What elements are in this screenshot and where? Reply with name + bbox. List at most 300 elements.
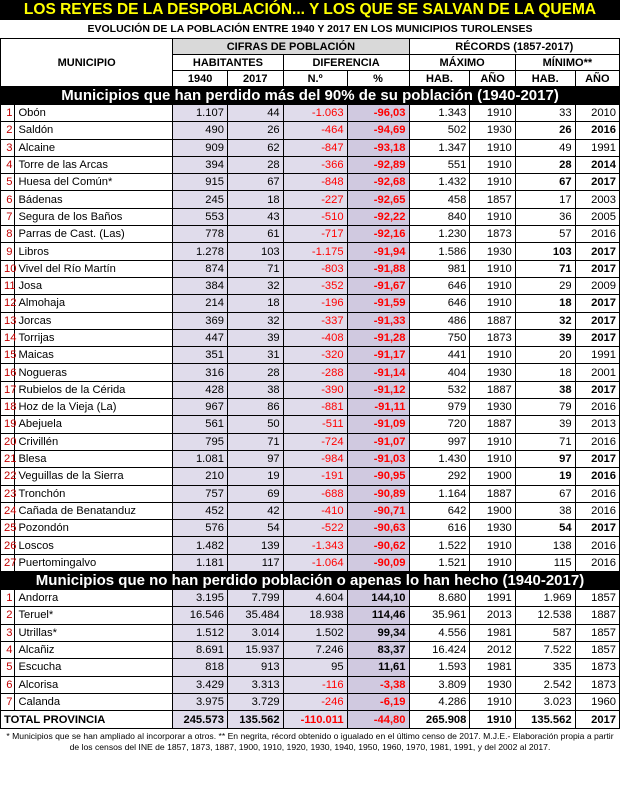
table-row [1, 277, 620, 294]
loser-min-hab: 71 [515, 433, 575, 450]
winner-percent: 114,46 [347, 607, 409, 624]
subtitle: EVOLUCIÓN DE LA POBLACIÓN ENTRE 1940 Y 2017 EN LOS MUNICIPIOS TUROLENSES [0, 20, 620, 38]
loser-municipio: Torrijas [15, 329, 173, 346]
loser-rank: 27 [1, 554, 15, 571]
loser-rank: 24 [1, 502, 15, 519]
loser-rank: 7 [1, 208, 15, 225]
loser-max-hab: 642 [409, 502, 470, 519]
winner-max-year: 1981 [470, 624, 515, 641]
loser-percent: -91,11 [347, 399, 409, 416]
loser-pop-1940: 915 [173, 174, 228, 191]
loser-pop-2017: 139 [227, 537, 283, 554]
winner-max-hab: 1.593 [409, 659, 470, 676]
loser-difference: -511 [283, 416, 347, 433]
table-row [1, 226, 620, 243]
loser-percent: -92,16 [347, 226, 409, 243]
loser-pop-1940: 214 [173, 295, 228, 312]
loser-pop-1940: 316 [173, 364, 228, 381]
loser-rank: 23 [1, 485, 15, 502]
loser-min-year: 2017 [575, 295, 619, 312]
table-row [1, 329, 620, 346]
loser-difference: -1.064 [283, 554, 347, 571]
winner-difference: -246 [283, 693, 347, 710]
loser-percent: -91,17 [347, 347, 409, 364]
loser-min-hab: 33 [515, 105, 575, 122]
loser-min-year: 2017 [575, 260, 619, 277]
loser-difference: -724 [283, 433, 347, 450]
loser-max-year: 1887 [470, 416, 515, 433]
table-row [1, 659, 620, 676]
loser-min-year: 2017 [575, 520, 619, 537]
table-row [1, 676, 620, 693]
winner-percent: 83,37 [347, 641, 409, 658]
table-row [1, 191, 620, 208]
loser-max-year: 1910 [470, 537, 515, 554]
loser-municipio: Huesa del Común* [15, 174, 173, 191]
loser-rank: 16 [1, 364, 15, 381]
loser-difference: -410 [283, 502, 347, 519]
loser-rank: 12 [1, 295, 15, 312]
loser-min-year: 2017 [575, 243, 619, 260]
loser-municipio: Tronchón [15, 485, 173, 502]
loser-min-year: 2010 [575, 105, 619, 122]
loser-max-year: 1873 [470, 226, 515, 243]
loser-difference: -1.175 [283, 243, 347, 260]
winners-rows [1, 590, 620, 711]
loser-rank: 13 [1, 312, 15, 329]
loser-min-hab: 39 [515, 416, 575, 433]
loser-min-hab: 67 [515, 485, 575, 502]
loser-rank: 4 [1, 156, 15, 173]
loser-percent: -91,67 [347, 277, 409, 294]
loser-pop-1940: 210 [173, 468, 228, 485]
loser-max-hab: 616 [409, 520, 470, 537]
header-municipio: MUNICIPIO [1, 39, 173, 87]
loser-max-year: 1873 [470, 329, 515, 346]
loser-municipio: Crivillén [15, 433, 173, 450]
winner-municipio: Andorra [15, 590, 173, 607]
loser-min-year: 2013 [575, 416, 619, 433]
loser-min-hab: 97 [515, 450, 575, 467]
loser-difference: -390 [283, 381, 347, 398]
winner-min-year: 1873 [575, 676, 619, 693]
winner-rank: 5 [1, 659, 15, 676]
loser-rank: 9 [1, 243, 15, 260]
winner-pop-1940: 818 [173, 659, 228, 676]
loser-pop-1940: 1.278 [173, 243, 228, 260]
loser-percent: -91,14 [347, 364, 409, 381]
total-label: TOTAL PROVINCIA [1, 711, 173, 729]
loser-min-hab: 36 [515, 208, 575, 225]
loser-min-year: 2009 [575, 277, 619, 294]
loser-municipio: Jorcas [15, 312, 173, 329]
loser-pop-1940: 1.081 [173, 450, 228, 467]
loser-max-hab: 458 [409, 191, 470, 208]
header-cifras: CIFRAS DE POBLACIÓN [173, 39, 409, 55]
loser-rank: 26 [1, 537, 15, 554]
header-habitantes: HABITANTES [173, 55, 283, 71]
table-row [1, 208, 620, 225]
winner-percent: -3,38 [347, 676, 409, 693]
loser-pop-2017: 71 [227, 260, 283, 277]
loser-pop-2017: 32 [227, 312, 283, 329]
header-diferencia: DIFERENCIA [283, 55, 409, 71]
winner-rank: 1 [1, 590, 15, 607]
loser-percent: -92,65 [347, 191, 409, 208]
loser-municipio: Cañada de Benatanduz [15, 502, 173, 519]
loser-min-year: 1991 [575, 139, 619, 156]
loser-rank: 25 [1, 520, 15, 537]
winner-rank: 7 [1, 693, 15, 710]
winner-municipio: Utrillas* [15, 624, 173, 641]
loser-difference: -803 [283, 260, 347, 277]
loser-municipio: Maicas [15, 347, 173, 364]
loser-difference: -522 [283, 520, 347, 537]
loser-pop-1940: 452 [173, 502, 228, 519]
winner-min-hab: 12.538 [515, 607, 575, 624]
loser-difference: -847 [283, 139, 347, 156]
total-dif: -110.011 [283, 711, 347, 729]
loser-max-hab: 502 [409, 122, 470, 139]
loser-difference: -717 [283, 226, 347, 243]
header-ano-min: AÑO [575, 71, 619, 87]
loser-percent: -91,03 [347, 450, 409, 467]
loser-max-hab: 646 [409, 277, 470, 294]
loser-pop-1940: 1.181 [173, 554, 228, 571]
winner-max-year: 1991 [470, 590, 515, 607]
loser-rank: 15 [1, 347, 15, 364]
loser-max-year: 1910 [470, 139, 515, 156]
winner-percent: 11,61 [347, 659, 409, 676]
loser-min-hab: 18 [515, 364, 575, 381]
loser-min-hab: 20 [515, 347, 575, 364]
winner-pop-1940: 8.691 [173, 641, 228, 658]
loser-pop-2017: 32 [227, 277, 283, 294]
section-title-losers: Municipios que han perdido más del 90% de su población (1940-2017) [1, 87, 620, 105]
loser-percent: -90,62 [347, 537, 409, 554]
winner-max-hab: 16.424 [409, 641, 470, 658]
loser-min-hab: 26 [515, 122, 575, 139]
winner-pop-1940: 3.195 [173, 590, 228, 607]
loser-difference: -288 [283, 364, 347, 381]
table-row [1, 243, 620, 260]
footnote: * Municipios que se han ampliado al incorporar a otros. ** En negrita, récord obtenido o igualado en el último censo de 2017. M.J.E.- Elaboración propia a partir de los censos del INE de 1857, 1873, 1887, 1900, 1910, 1920, 1930, 1940, 1950, 1960, 1970, 1981, 1991, y del 2002 al 2017. [6, 731, 614, 753]
header-ano-max: AÑO [470, 71, 515, 87]
loser-max-hab: 1.164 [409, 485, 470, 502]
table-row [1, 260, 620, 277]
loser-rank: 21 [1, 450, 15, 467]
loser-min-year: 2005 [575, 208, 619, 225]
winner-municipio: Escucha [15, 659, 173, 676]
loser-difference: -848 [283, 174, 347, 191]
loser-municipio: Veguillas de la Sierra [15, 468, 173, 485]
winner-min-hab: 1.969 [515, 590, 575, 607]
winner-difference: -116 [283, 676, 347, 693]
loser-max-year: 1930 [470, 122, 515, 139]
total-row [1, 711, 620, 729]
loser-pop-2017: 54 [227, 520, 283, 537]
header-hab-min: HAB. [515, 71, 575, 87]
winner-min-hab: 3.023 [515, 693, 575, 710]
table-row [1, 122, 620, 139]
loser-pop-1940: 369 [173, 312, 228, 329]
loser-pop-2017: 43 [227, 208, 283, 225]
loser-municipio: Almohaja [15, 295, 173, 312]
loser-percent: -91,88 [347, 260, 409, 277]
loser-min-hab: 115 [515, 554, 575, 571]
winner-min-hab: 335 [515, 659, 575, 676]
loser-rank: 10 [1, 260, 15, 277]
loser-rank: 6 [1, 191, 15, 208]
winner-min-year: 1857 [575, 641, 619, 658]
table-row [1, 485, 620, 502]
loser-pop-2017: 28 [227, 156, 283, 173]
loser-percent: -90,95 [347, 468, 409, 485]
loser-difference: -337 [283, 312, 347, 329]
loser-max-year: 1910 [470, 450, 515, 467]
loser-percent: -90,09 [347, 554, 409, 571]
winner-max-year: 1930 [470, 676, 515, 693]
table-row [1, 381, 620, 398]
loser-max-year: 1887 [470, 312, 515, 329]
loser-municipio: Bádenas [15, 191, 173, 208]
loser-rank: 2 [1, 122, 15, 139]
loser-municipio: Torre de las Arcas [15, 156, 173, 173]
loser-pop-1940: 245 [173, 191, 228, 208]
loser-percent: -90,71 [347, 502, 409, 519]
winner-pop-2017: 35.484 [227, 607, 283, 624]
loser-pop-1940: 909 [173, 139, 228, 156]
winner-rank: 3 [1, 624, 15, 641]
table-row [1, 450, 620, 467]
header-records: RÉCORDS (1857-2017) [409, 39, 619, 55]
loser-rank: 3 [1, 139, 15, 156]
winner-difference: 18.938 [283, 607, 347, 624]
loser-max-hab: 750 [409, 329, 470, 346]
total-hab-max: 265.908 [409, 711, 470, 729]
loser-municipio: Puertomingalvo [15, 554, 173, 571]
loser-max-hab: 1.230 [409, 226, 470, 243]
header-pct: % [347, 71, 409, 87]
winner-pop-2017: 3.729 [227, 693, 283, 710]
loser-max-hab: 292 [409, 468, 470, 485]
loser-municipio: Saldón [15, 122, 173, 139]
header-minimo: MÍNIMO** [515, 55, 619, 71]
loser-difference: -366 [283, 156, 347, 173]
loser-percent: -91,59 [347, 295, 409, 312]
loser-max-year: 1910 [470, 433, 515, 450]
winner-pop-1940: 16.546 [173, 607, 228, 624]
loser-pop-1940: 351 [173, 347, 228, 364]
loser-percent: -92,89 [347, 156, 409, 173]
winner-min-hab: 7.522 [515, 641, 575, 658]
winner-difference: 95 [283, 659, 347, 676]
header-2017: 2017 [227, 71, 283, 87]
loser-pop-2017: 86 [227, 399, 283, 416]
loser-difference: -352 [283, 277, 347, 294]
loser-percent: -91,33 [347, 312, 409, 329]
population-table [0, 38, 620, 729]
loser-rank: 19 [1, 416, 15, 433]
loser-difference: -510 [283, 208, 347, 225]
loser-pop-2017: 61 [227, 226, 283, 243]
loser-min-year: 2016 [575, 537, 619, 554]
loser-min-year: 2016 [575, 399, 619, 416]
loser-min-hab: 28 [515, 156, 575, 173]
loser-percent: -90,63 [347, 520, 409, 537]
loser-min-hab: 38 [515, 381, 575, 398]
loser-pop-2017: 117 [227, 554, 283, 571]
winner-municipio: Alcañiz [15, 641, 173, 658]
loser-min-year: 2016 [575, 468, 619, 485]
loser-percent: -91,94 [347, 243, 409, 260]
loser-min-hab: 67 [515, 174, 575, 191]
table-row [1, 364, 620, 381]
loser-min-hab: 18 [515, 295, 575, 312]
loser-min-hab: 54 [515, 520, 575, 537]
loser-percent: -94,69 [347, 122, 409, 139]
winner-rank: 4 [1, 641, 15, 658]
loser-rank: 1 [1, 105, 15, 122]
loser-min-hab: 103 [515, 243, 575, 260]
loser-min-year: 2017 [575, 329, 619, 346]
loser-difference: -1.343 [283, 537, 347, 554]
loser-municipio: Rubielos de la Cérida [15, 381, 173, 398]
loser-min-year: 2017 [575, 381, 619, 398]
loser-min-year: 2016 [575, 226, 619, 243]
loser-min-year: 2016 [575, 554, 619, 571]
loser-max-year: 1900 [470, 468, 515, 485]
loser-pop-1940: 576 [173, 520, 228, 537]
loser-pop-2017: 19 [227, 468, 283, 485]
table-row [1, 468, 620, 485]
loser-min-hab: 32 [515, 312, 575, 329]
table-row [1, 520, 620, 537]
loser-rank: 8 [1, 226, 15, 243]
table-row [1, 295, 620, 312]
loser-max-year: 1910 [470, 347, 515, 364]
loser-difference: -881 [283, 399, 347, 416]
loser-min-hab: 38 [515, 502, 575, 519]
loser-max-year: 1910 [470, 208, 515, 225]
loser-percent: -90,89 [347, 485, 409, 502]
winner-min-year: 1873 [575, 659, 619, 676]
header-maximo: MÁXIMO [409, 55, 515, 71]
table-row [1, 156, 620, 173]
loser-min-year: 2016 [575, 122, 619, 139]
loser-pop-2017: 69 [227, 485, 283, 502]
loser-max-year: 1857 [470, 191, 515, 208]
loser-min-hab: 79 [515, 399, 575, 416]
loser-min-year: 2014 [575, 156, 619, 173]
winner-difference: 7.246 [283, 641, 347, 658]
loser-max-hab: 997 [409, 433, 470, 450]
winner-rank: 2 [1, 607, 15, 624]
loser-pop-2017: 50 [227, 416, 283, 433]
loser-max-hab: 1.343 [409, 105, 470, 122]
loser-municipio: Nogueras [15, 364, 173, 381]
loser-percent: -91,28 [347, 329, 409, 346]
winner-max-year: 2013 [470, 607, 515, 624]
loser-pop-2017: 26 [227, 122, 283, 139]
table-row [1, 347, 620, 364]
winner-max-year: 1981 [470, 659, 515, 676]
loser-max-year: 1930 [470, 364, 515, 381]
loser-pop-2017: 18 [227, 191, 283, 208]
loser-max-year: 1910 [470, 105, 515, 122]
loser-max-hab: 551 [409, 156, 470, 173]
winner-pop-2017: 15.937 [227, 641, 283, 658]
loser-difference: -984 [283, 450, 347, 467]
loser-pop-2017: 71 [227, 433, 283, 450]
loser-min-year: 2017 [575, 450, 619, 467]
header-hab-max: HAB. [409, 71, 470, 87]
main-title: LOS REYES DE LA DESPOBLACIÓN... Y LOS QUE SE SALVAN DE LA QUEMA [0, 0, 620, 20]
loser-max-hab: 1.432 [409, 174, 470, 191]
loser-pop-1940: 1.107 [173, 105, 228, 122]
loser-min-year: 2001 [575, 364, 619, 381]
table-row [1, 624, 620, 641]
winner-municipio: Teruel* [15, 607, 173, 624]
loser-max-hab: 1.521 [409, 554, 470, 571]
total-1940: 245.573 [173, 711, 228, 729]
winner-max-hab: 3.809 [409, 676, 470, 693]
loser-min-hab: 138 [515, 537, 575, 554]
loser-rank: 20 [1, 433, 15, 450]
total-ano-max: 1910 [470, 711, 515, 729]
winner-max-year: 2012 [470, 641, 515, 658]
winner-pop-1940: 3.975 [173, 693, 228, 710]
loser-max-hab: 441 [409, 347, 470, 364]
table-row [1, 693, 620, 710]
loser-percent: -96,03 [347, 105, 409, 122]
loser-pop-2017: 31 [227, 347, 283, 364]
total-pct: -44,80 [347, 711, 409, 729]
winner-min-year: 1857 [575, 590, 619, 607]
loser-max-year: 1910 [470, 295, 515, 312]
table-row [1, 174, 620, 191]
loser-max-hab: 981 [409, 260, 470, 277]
total-ano-min: 2017 [575, 711, 619, 729]
loser-min-hab: 71 [515, 260, 575, 277]
loser-max-year: 1910 [470, 156, 515, 173]
total-2017: 135.562 [227, 711, 283, 729]
loser-difference: -227 [283, 191, 347, 208]
loser-pop-1940: 795 [173, 433, 228, 450]
loser-max-year: 1930 [470, 399, 515, 416]
loser-max-hab: 646 [409, 295, 470, 312]
loser-pop-1940: 757 [173, 485, 228, 502]
loser-municipio: Pozondón [15, 520, 173, 537]
loser-pop-1940: 1.482 [173, 537, 228, 554]
loser-percent: -93,18 [347, 139, 409, 156]
loser-min-year: 2003 [575, 191, 619, 208]
table-row [1, 590, 620, 607]
loser-pop-2017: 97 [227, 450, 283, 467]
loser-pop-2017: 39 [227, 329, 283, 346]
loser-min-hab: 39 [515, 329, 575, 346]
loser-min-year: 2016 [575, 433, 619, 450]
loser-municipio: Parras de Cast. (Las) [15, 226, 173, 243]
loser-municipio: Alcaine [15, 139, 173, 156]
loser-max-hab: 1.522 [409, 537, 470, 554]
loser-max-hab: 1.586 [409, 243, 470, 260]
winner-pop-1940: 3.429 [173, 676, 228, 693]
winner-pop-1940: 1.512 [173, 624, 228, 641]
loser-percent: -91,12 [347, 381, 409, 398]
winner-pop-2017: 3.313 [227, 676, 283, 693]
loser-difference: -464 [283, 122, 347, 139]
